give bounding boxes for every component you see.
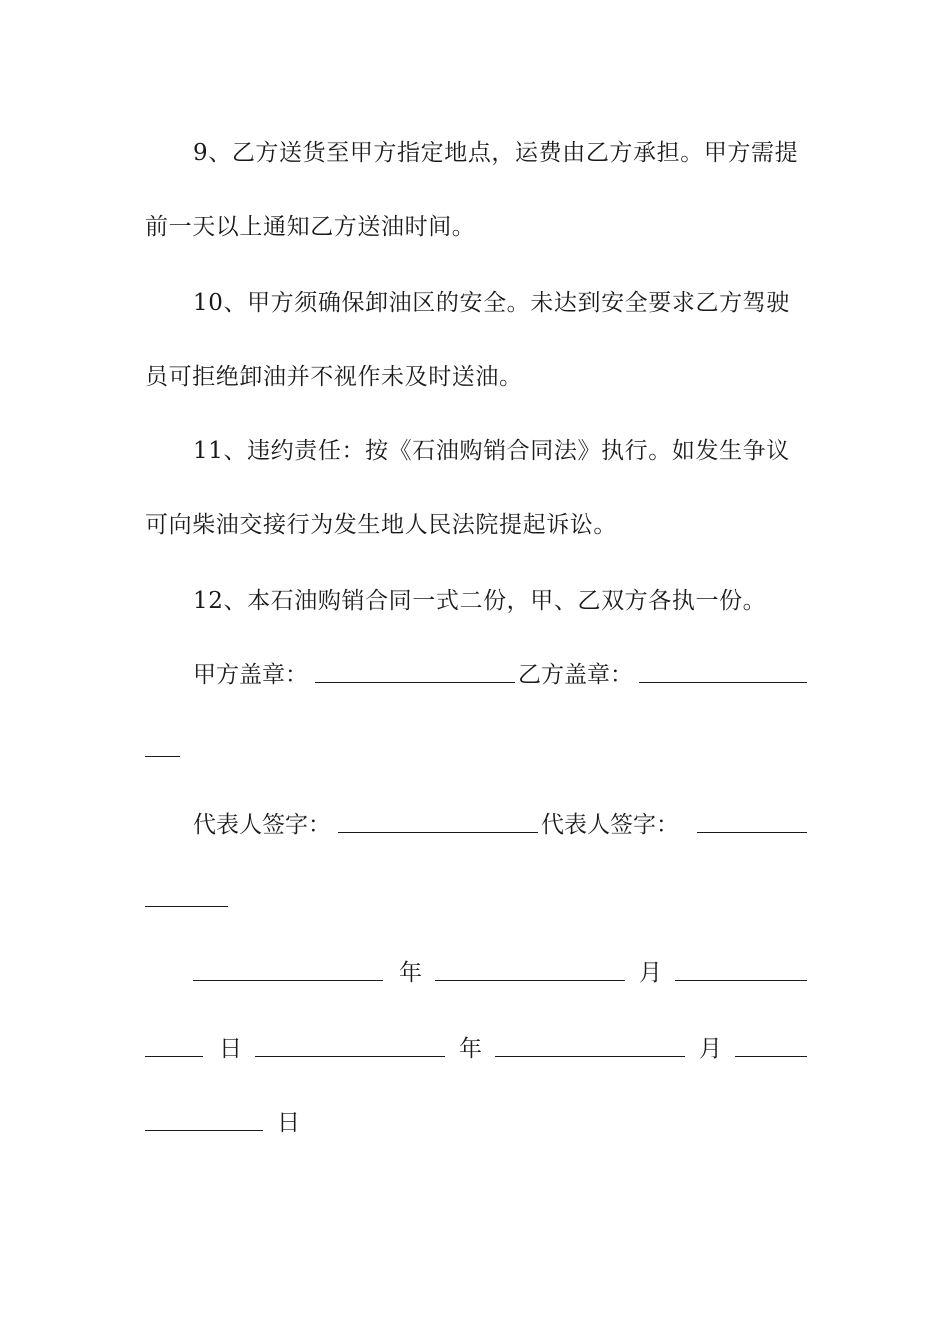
party-b-seal-blank-continued[interactable] xyxy=(145,734,180,757)
party-b-rep-blank-continued[interactable] xyxy=(145,884,228,907)
date-row-3 xyxy=(145,1108,807,1138)
day-label-a: 日 xyxy=(219,1036,242,1062)
party-a-day-blank-continued[interactable] xyxy=(145,1034,203,1057)
seal-row-continued xyxy=(145,734,807,764)
party-b-day-blank[interactable] xyxy=(735,1034,807,1057)
party-b-year-blank[interactable] xyxy=(255,1034,445,1057)
party-a-seal-label: 甲方盖章： xyxy=(193,662,308,688)
party-a-day-blank[interactable] xyxy=(675,958,807,981)
party-a-year-blank[interactable] xyxy=(193,958,383,981)
year-label-a: 年 xyxy=(399,960,422,986)
party-b-seal-label: 乙方盖章： xyxy=(518,662,633,688)
clause-11-line-1: 11、违约责任：按《石油购销合同法》执行。如发生争议 xyxy=(193,438,790,464)
clause-9-line-2: 前一天以上通知乙方送油时间。 xyxy=(145,214,476,240)
party-b-day-blank-continued[interactable] xyxy=(145,1108,263,1131)
day-label-b: 日 xyxy=(277,1110,300,1136)
date-row-2 xyxy=(145,1034,807,1064)
representative-row xyxy=(145,810,807,840)
party-a-rep-label: 代表人签字： xyxy=(193,812,331,838)
party-b-month-blank[interactable] xyxy=(495,1034,685,1057)
clause-10-line-2: 员可拒绝卸油并不视作未及时送油。 xyxy=(145,364,523,390)
party-b-rep-label: 代表人签字： xyxy=(541,812,679,838)
representative-row-continued xyxy=(145,884,807,914)
date-row-1 xyxy=(145,958,807,988)
clause-11-line-2: 可向柴油交接行为发生地人民法院提起诉讼。 xyxy=(145,512,617,538)
party-a-seal-blank[interactable] xyxy=(315,660,515,683)
party-a-rep-blank[interactable] xyxy=(338,810,538,833)
month-label-b: 月 xyxy=(699,1036,722,1062)
seal-row xyxy=(145,660,807,690)
party-b-seal-blank[interactable] xyxy=(639,660,807,683)
month-label-a: 月 xyxy=(639,960,662,986)
clause-9-line-1: 9、乙方送货至甲方指定地点，运费由乙方承担。甲方需提 xyxy=(193,140,799,166)
clause-12-line-1: 12、本石油购销合同一式二份，甲、乙双方各执一份。 xyxy=(193,588,767,614)
clause-10-line-1: 10、甲方须确保卸油区的安全。未达到安全要求乙方驾驶 xyxy=(193,290,790,316)
year-label-b: 年 xyxy=(459,1036,482,1062)
party-b-rep-blank[interactable] xyxy=(697,810,807,833)
party-a-month-blank[interactable] xyxy=(435,958,625,981)
